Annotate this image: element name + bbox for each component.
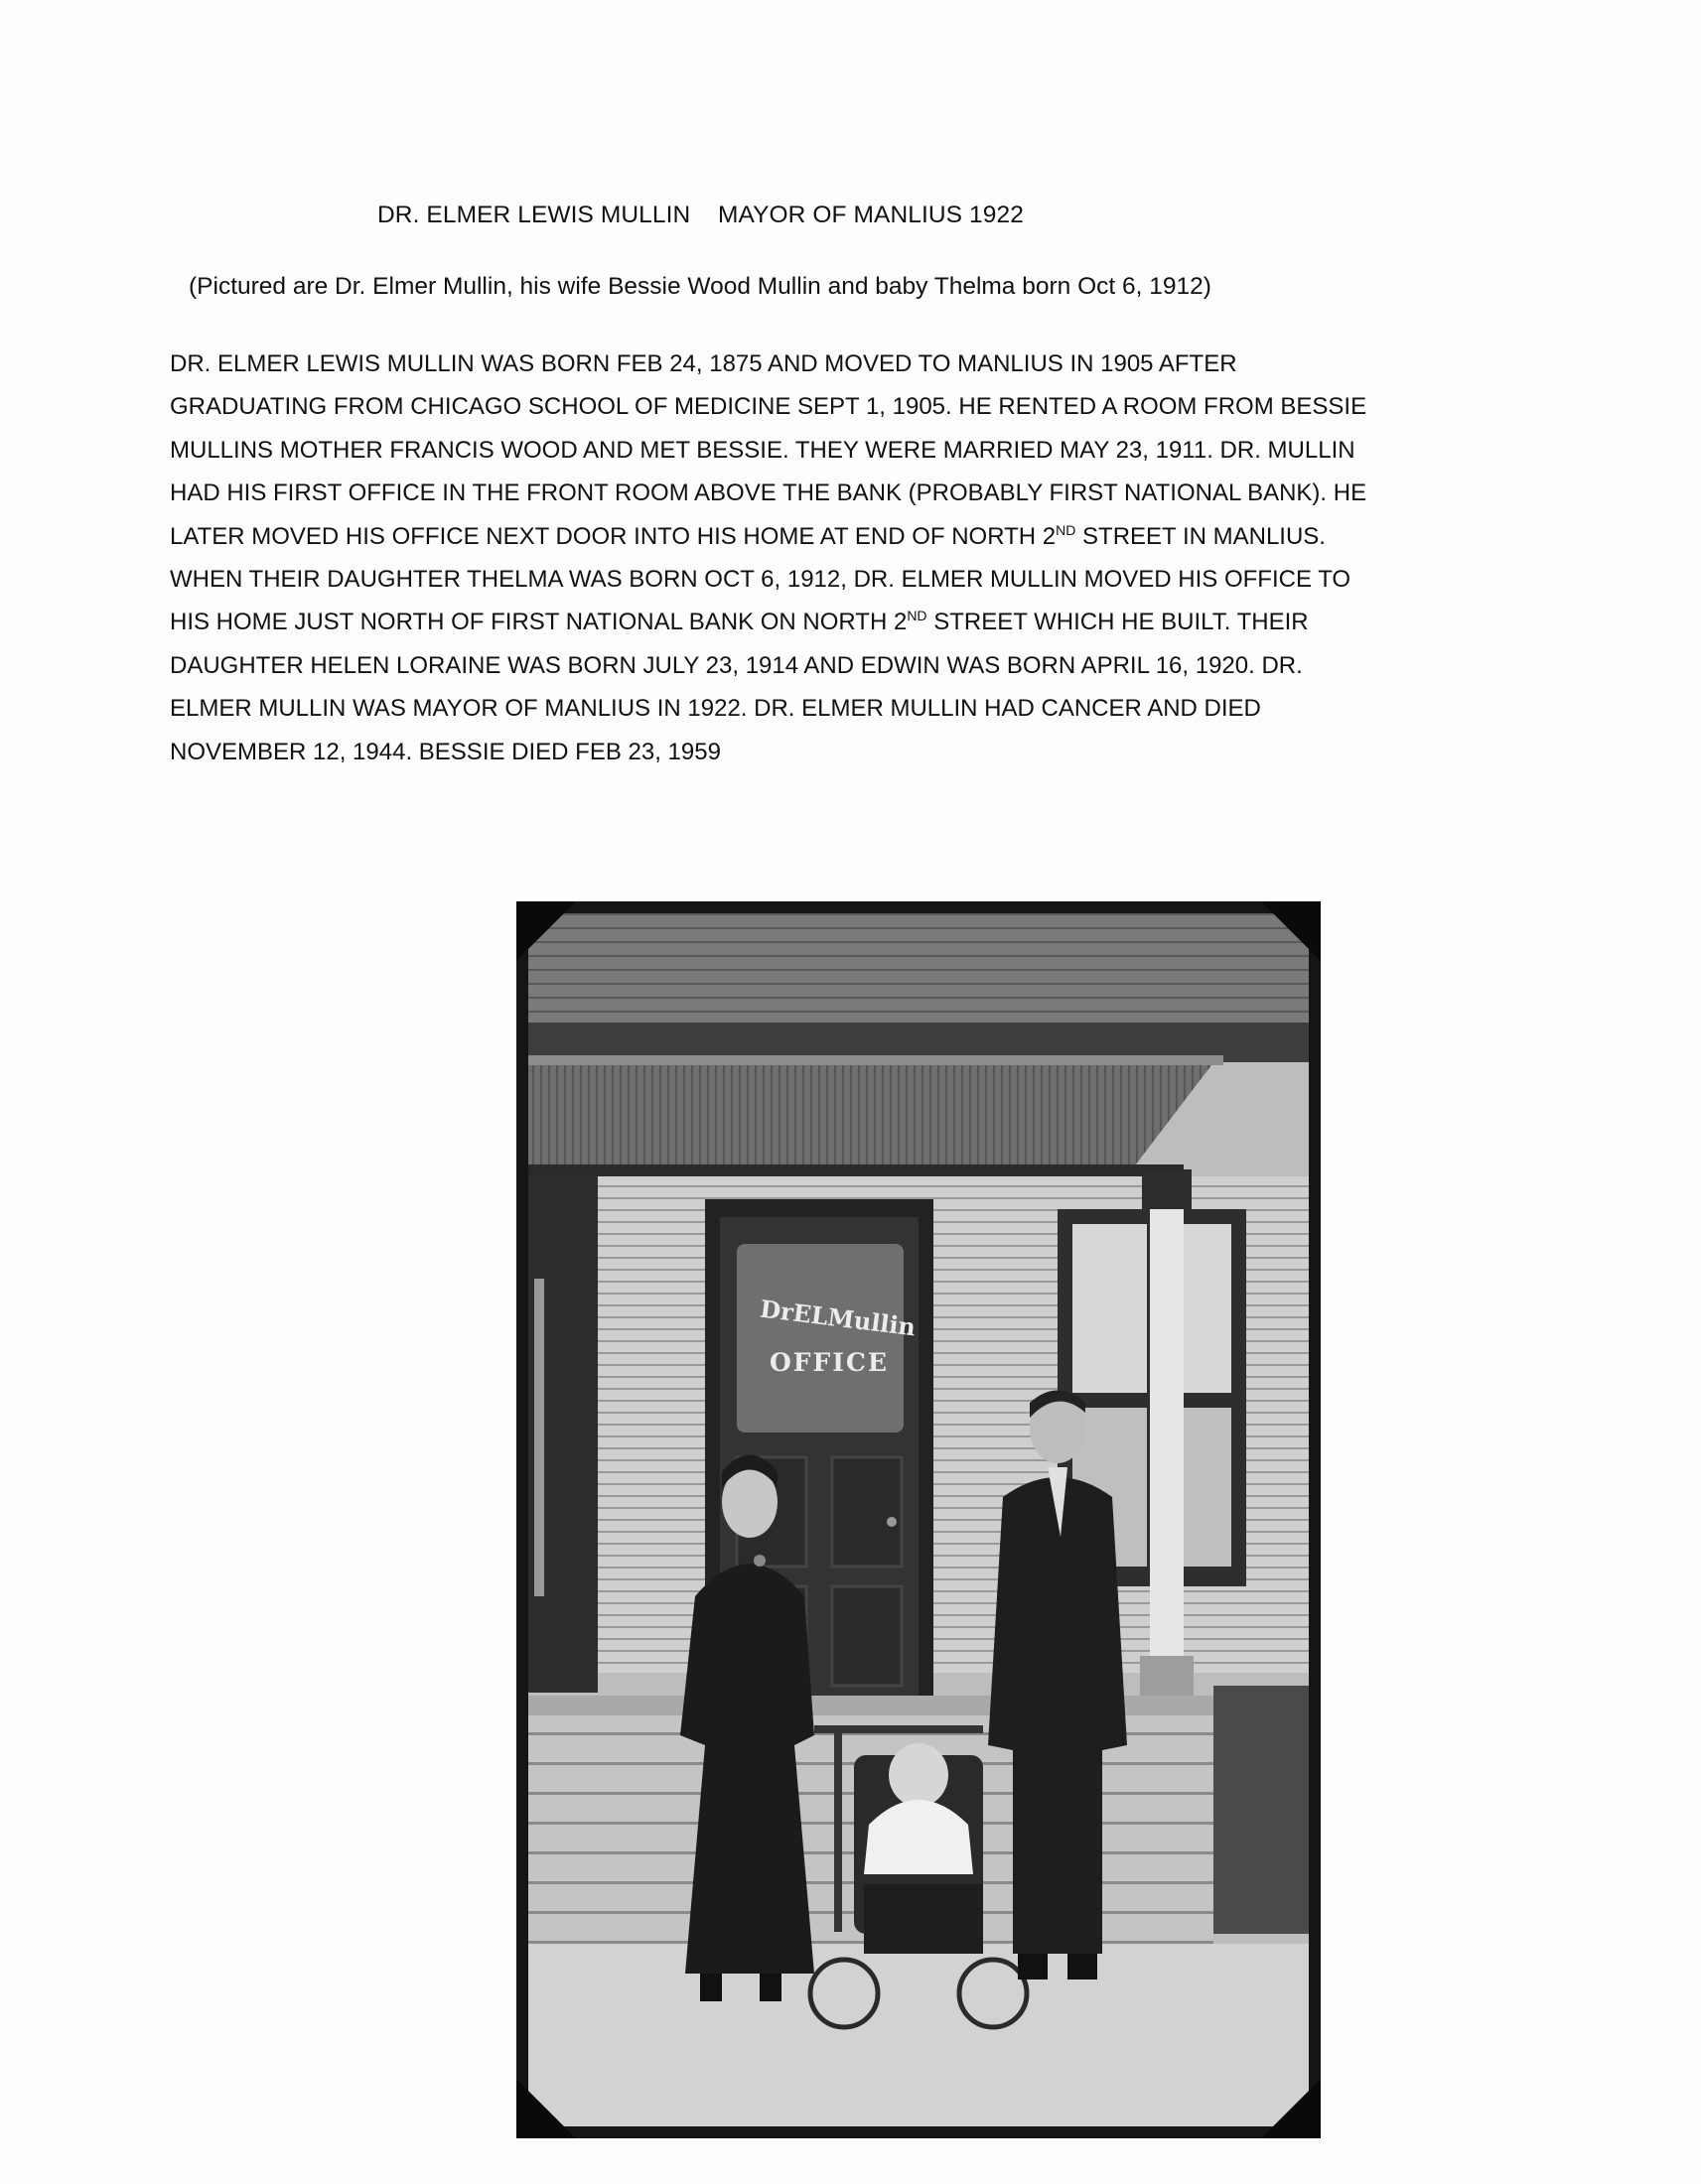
biography-line: ELMER MULLIN WAS MAYOR OF MANLIUS IN 1922. DR. ELMER MULLIN HAD CANCER AND DIED xyxy=(170,695,1261,723)
biography-line: NOVEMBER 12, 1944. BESSIE DIED FEB 23, 1959 xyxy=(170,738,721,765)
family-photograph xyxy=(516,901,1321,2138)
text-fragment: HIS HOME JUST NORTH OF FIRST NATIONAL BANK ON NORTH 2 xyxy=(170,609,908,636)
page-title: DR. ELMER LEWIS MULLIN MAYOR OF MANLIUS 1922 xyxy=(377,202,1024,228)
photo-caption: (Pictured are Dr. Elmer Mullin, his wife Bessie Wood Mullin and baby Thelma born Oct 6, 1912) xyxy=(189,273,1211,300)
text-fragment: STREET IN MANLIUS. xyxy=(1075,522,1326,550)
biography-line: DR. ELMER LEWIS MULLIN WAS BORN FEB 24, 1875 AND MOVED TO MANLIUS IN 1905 AFTER xyxy=(170,350,1237,377)
biography-line: HAD HIS FIRST OFFICE IN THE FRONT ROOM ABOVE THE BANK (PROBABLY FIRST NATIONAL BANK). HE xyxy=(170,479,1367,507)
text-fragment: LATER MOVED HIS OFFICE NEXT DOOR INTO HIS HOME AT END OF NORTH 2 xyxy=(170,522,1057,550)
biography-line xyxy=(170,515,1490,558)
superscript: ND xyxy=(907,608,927,624)
biography-line: WHEN THEIR DAUGHTER THELMA WAS BORN OCT 6, 1912, DR. ELMER MULLIN MOVED HIS OFFICE TO xyxy=(170,565,1351,593)
biography-text xyxy=(170,342,1490,773)
biography-line: MULLINS MOTHER FRANCIS WOOD AND MET BESSIE. THEY WERE MARRIED MAY 23, 1911. DR. MULLIN xyxy=(170,436,1355,464)
door-sign-office: OFFICE xyxy=(770,1348,889,1377)
text-fragment: STREET WHICH HE BUILT. THEIR xyxy=(926,609,1309,636)
photograph-image xyxy=(516,901,1321,2138)
superscript: ND xyxy=(1056,521,1076,538)
door-sign-name: DrELMullin xyxy=(758,1294,918,1342)
biography-line: GRADUATING FROM CHICAGO SCHOOL OF MEDICINE SEPT 1, 1905. HE RENTED A ROOM FROM BESSIE xyxy=(170,393,1367,421)
biography-line xyxy=(170,601,1490,643)
biography-line: DAUGHTER HELEN LORAINE WAS BORN JULY 23, 1914 AND EDWIN WAS BORN APRIL 16, 1920. DR. xyxy=(170,651,1303,679)
